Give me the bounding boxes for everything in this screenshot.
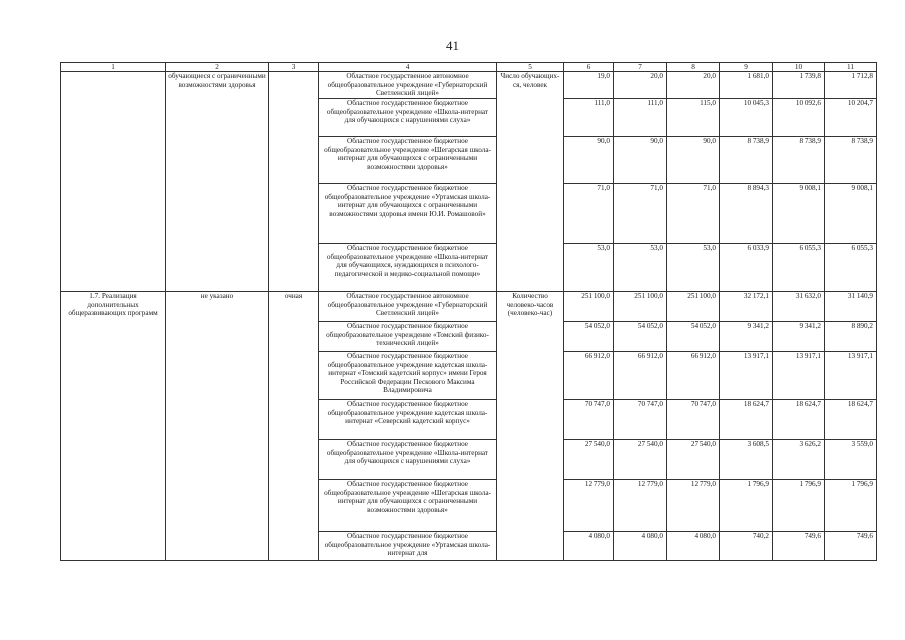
header-cell: 2	[166, 63, 269, 72]
value-cell: 749,6	[773, 532, 825, 561]
value-cell: 18 624,7	[720, 400, 773, 440]
table-row	[61, 72, 877, 99]
value-cell: 4 080,0	[667, 532, 720, 561]
value-cell: 12 779,0	[564, 480, 614, 532]
page-number: 41	[446, 38, 459, 53]
value-cell: 3 559,0	[825, 440, 877, 480]
value-cell: 71,0	[667, 184, 720, 244]
value-cell: 20,0	[614, 72, 667, 99]
institution-cell: Областное государственное автономное общеобразовательное учреждение «Губернаторский Светленский лицей»	[319, 292, 497, 322]
value-cell: 66 912,0	[667, 352, 720, 400]
value-cell: 32 172,1	[720, 292, 773, 322]
service-name-cell	[61, 72, 166, 292]
category-cell: обучающиеся с ограниченными возможностями здоровья	[166, 72, 269, 292]
value-cell: 8 738,9	[825, 137, 877, 184]
value-cell: 13 917,1	[825, 352, 877, 400]
value-cell: 740,2	[720, 532, 773, 561]
header-cell: 10	[773, 63, 825, 72]
value-cell: 27 540,0	[667, 440, 720, 480]
value-cell: 19,0	[564, 72, 614, 99]
value-cell: 66 912,0	[564, 352, 614, 400]
unit-cell: Число обучающих-ся, человек	[497, 72, 564, 292]
value-cell: 90,0	[667, 137, 720, 184]
value-cell: 251 100,0	[614, 292, 667, 322]
institution-cell: Областное государственное бюджетное общеобразовательное учреждение «Шегарская школа-интернат для обучающихся с ограниченными возможностями здоровья»	[319, 137, 497, 184]
value-cell: 3 608,5	[720, 440, 773, 480]
value-cell: 70 747,0	[614, 400, 667, 440]
value-cell: 111,0	[614, 99, 667, 137]
institution-cell: Областное государственное бюджетное общеобразовательное учреждение кадетская школа-интернат «Северский кадетский корпус»	[319, 400, 497, 440]
value-cell: 9 008,1	[825, 184, 877, 244]
institution-cell: Областное государственное бюджетное общеобразовательное учреждение кадетская школа-интернат «Томский кадетский корпус» имени Героя Российской Федерации Пескового Максима Владимировича	[319, 352, 497, 400]
table-row	[61, 292, 877, 322]
value-cell: 9 008,1	[773, 184, 825, 244]
value-cell: 31 140,9	[825, 292, 877, 322]
value-cell: 1 681,0	[720, 72, 773, 99]
institution-cell: Областное государственное бюджетное общеобразовательное учреждение «Уртамская школа-интернат для	[319, 532, 497, 561]
value-cell: 31 632,0	[773, 292, 825, 322]
header-cell: 1	[61, 63, 166, 72]
form-cell: очная	[269, 292, 319, 561]
value-cell: 90,0	[564, 137, 614, 184]
institution-cell: Областное государственное бюджетное общеобразовательное учреждение «Школа-интернат для обучающихся с нарушениями слуха»	[319, 99, 497, 137]
header-cell: 9	[720, 63, 773, 72]
document-table	[60, 62, 877, 561]
value-cell: 251 100,0	[667, 292, 720, 322]
value-cell: 8 738,9	[773, 137, 825, 184]
institution-cell: Областное государственное автономное общеобразовательное учреждение «Губернаторский Светленский лицей»	[319, 72, 497, 99]
value-cell: 1 796,9	[773, 480, 825, 532]
value-cell: 12 779,0	[667, 480, 720, 532]
unit-cell: Количество человеко-часов (человеко-час)	[497, 292, 564, 561]
value-cell: 111,0	[564, 99, 614, 137]
value-cell: 13 917,1	[773, 352, 825, 400]
value-cell: 53,0	[614, 244, 667, 292]
header-cell: 6	[564, 63, 614, 72]
value-cell: 8 890,2	[825, 322, 877, 352]
value-cell: 1 796,9	[720, 480, 773, 532]
value-cell: 4 080,0	[564, 532, 614, 561]
institution-cell: Областное государственное бюджетное общеобразовательное учреждение «Уртамская школа-интернат для обучающихся с ограниченными возможностями здоровья имени Ю.И. Ромашовой»	[319, 184, 497, 244]
value-cell: 10 204,7	[825, 99, 877, 137]
value-cell: 9 341,2	[773, 322, 825, 352]
value-cell: 6 055,3	[825, 244, 877, 292]
value-cell: 6 055,3	[773, 244, 825, 292]
category-cell: не указано	[166, 292, 269, 561]
header-cell: 3	[269, 63, 319, 72]
header-cell: 4	[319, 63, 497, 72]
value-cell: 749,6	[825, 532, 877, 561]
institution-cell: Областное государственное бюджетное общеобразовательное учреждение «Школа-интернат для обучающихся с нарушениями слуха»	[319, 440, 497, 480]
value-cell: 6 033,9	[720, 244, 773, 292]
value-cell: 13 917,1	[720, 352, 773, 400]
value-cell: 18 624,7	[773, 400, 825, 440]
value-cell: 18 624,7	[825, 400, 877, 440]
value-cell: 8 894,3	[720, 184, 773, 244]
value-cell: 115,0	[667, 99, 720, 137]
header-cell: 8	[667, 63, 720, 72]
value-cell: 27 540,0	[564, 440, 614, 480]
value-cell: 54 052,0	[614, 322, 667, 352]
value-cell: 53,0	[564, 244, 614, 292]
value-cell: 54 052,0	[564, 322, 614, 352]
institution-cell: Областное государственное бюджетное общеобразовательное учреждение «Школа-интернат для обучающихся, нуждающихся в психолого-педагогической и медико-социальной помощи»	[319, 244, 497, 292]
form-cell	[269, 72, 319, 292]
value-cell: 3 626,2	[773, 440, 825, 480]
value-cell: 1 712,8	[825, 72, 877, 99]
value-cell: 1 796,9	[825, 480, 877, 532]
value-cell: 90,0	[614, 137, 667, 184]
value-cell: 54 052,0	[667, 322, 720, 352]
value-cell: 53,0	[667, 244, 720, 292]
value-cell: 71,0	[564, 184, 614, 244]
value-cell: 20,0	[667, 72, 720, 99]
value-cell: 70 747,0	[667, 400, 720, 440]
value-cell: 1 739,8	[773, 72, 825, 99]
value-cell: 27 540,0	[614, 440, 667, 480]
value-cell: 8 738,9	[720, 137, 773, 184]
value-cell: 10 045,3	[720, 99, 773, 137]
institution-cell: Областное государственное бюджетное общеобразовательное учреждение «Томский физико-технический лицей»	[319, 322, 497, 352]
header-cell: 7	[614, 63, 667, 72]
header-cell: 5	[497, 63, 564, 72]
value-cell: 71,0	[614, 184, 667, 244]
value-cell: 66 912,0	[614, 352, 667, 400]
value-cell: 12 779,0	[614, 480, 667, 532]
header-cell: 11	[825, 63, 877, 72]
value-cell: 70 747,0	[564, 400, 614, 440]
service-name-cell: 1.7. Реализация дополнительных общеразвивающих программ	[61, 292, 166, 561]
institution-cell: Областное государственное бюджетное общеобразовательное учреждение «Шегарская школа-интернат для обучающихся с ограниченными возможностями здоровья»	[319, 480, 497, 532]
value-cell: 10 092,6	[773, 99, 825, 137]
value-cell: 4 080,0	[614, 532, 667, 561]
value-cell: 251 100,0	[564, 292, 614, 322]
header-row	[61, 63, 877, 72]
value-cell: 9 341,2	[720, 322, 773, 352]
